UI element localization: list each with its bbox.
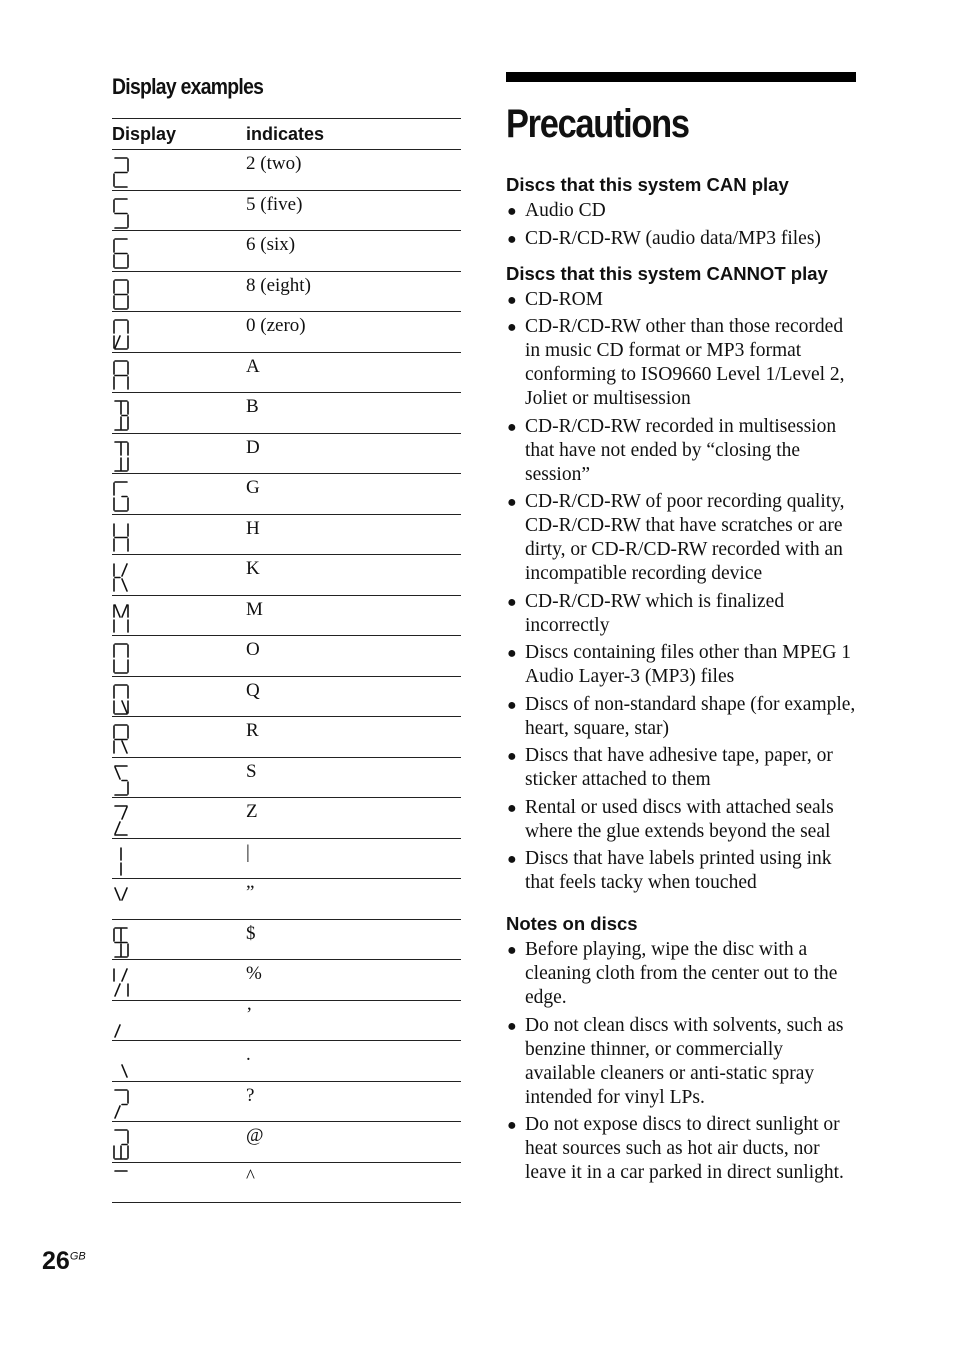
bullet-icon: ● xyxy=(507,494,517,511)
seg-caret-icon xyxy=(112,1163,246,1203)
seg-R-icon xyxy=(112,717,246,757)
seg-5-icon xyxy=(112,191,246,231)
list-item-text: CD-ROM xyxy=(525,288,604,310)
list-item xyxy=(506,796,856,844)
bullet-icon: ● xyxy=(507,319,517,336)
indicates-value: 2 (two) xyxy=(246,153,302,174)
display-examples-section xyxy=(112,68,461,1203)
list-item-text: Audio CD xyxy=(525,200,606,221)
table-row xyxy=(112,717,461,758)
can-play-list xyxy=(506,199,856,251)
bullet-icon: ● xyxy=(507,230,517,248)
list-item xyxy=(506,199,856,223)
cannot-play-heading: Discs that this system CANNOT play xyxy=(506,262,828,284)
table-row xyxy=(112,920,461,961)
seg-comma-icon xyxy=(112,1007,130,1040)
list-item xyxy=(506,288,856,312)
seg-8-icon xyxy=(112,278,130,311)
table-row xyxy=(112,879,461,920)
list-item-text: Discs containing files other than MPEG 1 Audio Layer-3 (MP3) files xyxy=(525,642,852,687)
seg-bar-icon xyxy=(112,845,130,878)
list-item-text: Discs that have labels printed using ink that feels tacky when touched xyxy=(525,848,832,893)
indicates-value: $ xyxy=(246,922,256,944)
table-row xyxy=(112,636,461,677)
table-row xyxy=(112,839,461,880)
segment xyxy=(115,822,120,834)
list-item xyxy=(506,1113,856,1185)
table-row xyxy=(112,231,461,272)
seg-caret-icon xyxy=(112,1169,130,1202)
indicates-value: Z xyxy=(246,801,258,822)
list-item xyxy=(506,847,856,895)
bullet-icon: ● xyxy=(507,696,517,714)
table-header xyxy=(112,119,461,150)
indicates-value: | xyxy=(246,841,250,863)
can-play-heading: Discs that this system CAN play xyxy=(506,174,789,195)
indicates-value: H xyxy=(246,517,260,539)
seg-S-icon xyxy=(112,764,130,797)
seg-0-icon xyxy=(112,312,246,352)
segment xyxy=(122,741,127,753)
seg-quote-icon xyxy=(112,879,246,919)
bullet-icon: ● xyxy=(507,418,517,436)
seg-H-icon xyxy=(112,515,246,555)
seg-2-icon xyxy=(112,156,130,189)
indicates-value: S xyxy=(246,760,257,782)
table-row xyxy=(112,677,461,718)
bullet-icon: ● xyxy=(507,291,517,309)
indicates-value: ^ xyxy=(246,1165,255,1187)
list-item-text: CD-R/CD-RW other than those recorded in music CD format or MP3 format conforming to ISO9660 Level 1/Level 2, Joliet or multisession xyxy=(525,316,845,409)
page-number-suffix: GB xyxy=(69,1250,86,1263)
list-item-text: Do not clean discs with solvents, such as benzine thinner, or commercially available cleaners or anti-static spray intended for vinyl LPs. xyxy=(525,1014,844,1108)
segment xyxy=(115,1106,120,1118)
indicates-value: % xyxy=(246,963,262,984)
indicates-value: ’ xyxy=(246,1003,253,1025)
bullet-icon: ● xyxy=(507,1017,517,1035)
indicates-value: A xyxy=(246,355,260,377)
seg-O-icon xyxy=(112,642,130,675)
seg-bar-icon xyxy=(112,839,246,879)
page-title: Precautions xyxy=(506,102,689,146)
seg-question-icon xyxy=(112,1082,246,1122)
table-row xyxy=(112,1163,461,1204)
indicates-value: 5 (five) xyxy=(246,193,303,215)
list-item xyxy=(506,315,856,411)
seg-G-icon xyxy=(112,480,130,513)
list-item xyxy=(506,693,856,741)
list-item-text: Discs of non-standard shape (for example, heart, square, star) xyxy=(525,693,856,739)
list-item-text: Do not expose discs to direct sunlight or heat sources such as hot air ducts, nor leave it in a car parked in direct sunlight. xyxy=(525,1114,844,1183)
table-row xyxy=(112,150,461,191)
seg-question-icon xyxy=(112,1088,130,1121)
table-row xyxy=(112,272,461,313)
segment xyxy=(122,888,127,900)
bullet-icon: ● xyxy=(507,799,517,817)
segment xyxy=(122,701,127,713)
seg-period-icon xyxy=(112,1047,130,1080)
bullet-icon: ● xyxy=(507,645,517,662)
indicates-value: B xyxy=(246,396,259,417)
display-examples-table xyxy=(112,118,461,1203)
seg-at-icon xyxy=(112,1122,246,1162)
seg-Q-icon xyxy=(112,683,130,716)
table-row xyxy=(112,960,461,1001)
seg-D-icon xyxy=(112,440,130,473)
segment xyxy=(115,888,120,900)
list-item-text: Rental or used discs with attached seals where the glue extends beyond the seal xyxy=(525,796,834,842)
indicates-value: O xyxy=(246,639,260,660)
bullet-icon: ● xyxy=(507,942,517,959)
indicates-value: ? xyxy=(246,1084,255,1106)
seg-Q-icon xyxy=(112,677,246,717)
segment xyxy=(122,564,127,576)
indicates-value: 8 (eight) xyxy=(246,274,311,296)
seg-2-icon xyxy=(112,150,246,190)
table-row xyxy=(112,191,461,232)
seg-at-icon xyxy=(112,1128,130,1161)
seg-dollar-icon xyxy=(112,926,130,959)
section-title: Display examples xyxy=(112,74,264,99)
list-item-text: CD-R/CD-RW of poor recording quality, CD-R/CD-RW that have scratches or are dirty, or CD-R/CD-RW recorded with an incompatible recording device xyxy=(525,491,845,584)
table-row xyxy=(112,1082,461,1123)
table-row xyxy=(112,596,461,637)
table-row xyxy=(112,474,461,515)
table-row xyxy=(112,798,461,839)
seg-B-icon xyxy=(112,399,130,432)
indicates-value: 6 (six) xyxy=(246,234,296,255)
list-item xyxy=(506,641,856,689)
seg-M-icon xyxy=(112,602,130,635)
indicates-value: Q xyxy=(246,679,260,701)
segment xyxy=(115,984,120,996)
table-row xyxy=(112,312,461,353)
seg-S-icon xyxy=(112,758,246,798)
list-item-text: CD-R/CD-RW which is finalized incorrectly xyxy=(525,590,785,636)
list-item-text: CD-R/CD-RW (audio data/MP3 files) xyxy=(525,227,821,249)
indicates-value: D xyxy=(246,436,260,458)
bullet-icon: ● xyxy=(507,593,517,611)
seg-K-icon xyxy=(112,555,246,595)
indicates-value: R xyxy=(246,720,259,741)
table-row xyxy=(112,1001,461,1042)
indicates-value: 0 (zero) xyxy=(246,315,306,336)
seg-G-icon xyxy=(112,474,246,514)
bullet-icon: ● xyxy=(507,748,517,765)
segment xyxy=(122,1065,127,1077)
notes-list xyxy=(506,938,856,1185)
column-header-indicates: indicates xyxy=(246,123,325,144)
seg-6-icon xyxy=(112,237,130,270)
cannot-play-list xyxy=(506,288,856,896)
seg-H-icon xyxy=(112,521,130,554)
seg-O-icon xyxy=(112,636,246,676)
table-row xyxy=(112,1122,461,1163)
list-item xyxy=(506,415,856,487)
table-row xyxy=(112,434,461,475)
segment xyxy=(122,579,127,591)
indicates-value: G xyxy=(246,477,260,498)
seg-5-icon xyxy=(112,197,130,230)
table-row xyxy=(112,393,461,434)
indicates-value: ” xyxy=(246,882,255,903)
seg-M-icon xyxy=(112,596,246,636)
segment xyxy=(115,767,120,779)
table-row xyxy=(112,758,461,799)
list-item-text: Discs that have adhesive tape, paper, or sticker attached to them xyxy=(525,745,833,790)
segment xyxy=(122,605,127,617)
page-number-value: 26 xyxy=(42,1247,70,1275)
table-row xyxy=(112,353,461,394)
list-item-text: Before playing, wipe the disc with a cleaning cloth from the center out to the edge. xyxy=(525,939,838,1008)
table-row xyxy=(112,555,461,596)
notes-heading: Notes on discs xyxy=(506,913,638,934)
seg-percent-icon xyxy=(112,966,130,999)
table-body xyxy=(112,150,461,1203)
table-row xyxy=(112,515,461,556)
seg-Z-icon xyxy=(112,798,246,838)
list-item xyxy=(506,938,856,1010)
list-item xyxy=(506,490,856,586)
bullet-icon: ● xyxy=(507,203,517,220)
indicates-value: @ xyxy=(246,1125,264,1146)
seg-D-icon xyxy=(112,434,246,474)
seg-period-icon xyxy=(112,1041,246,1081)
list-item-text: CD-R/CD-RW recorded in multisession that have not ended by “closing the session” xyxy=(525,415,837,485)
list-item xyxy=(506,590,856,638)
seg-dollar-icon xyxy=(112,920,246,960)
list-item xyxy=(506,227,856,251)
bullet-icon: ● xyxy=(507,851,517,868)
page-number xyxy=(42,1247,86,1276)
seg-K-icon xyxy=(112,561,130,594)
seg-0-icon xyxy=(112,318,130,351)
precautions-section xyxy=(506,72,856,1189)
seg-comma-icon xyxy=(112,1001,246,1041)
seg-A-icon xyxy=(112,353,246,393)
seg-B-icon xyxy=(112,393,246,433)
indicates-value: . xyxy=(246,1044,251,1065)
indicates-value: M xyxy=(246,598,263,620)
column-header-display: Display xyxy=(112,123,177,144)
seg-percent-icon xyxy=(112,960,246,1000)
segment xyxy=(115,605,120,617)
seg-A-icon xyxy=(112,359,130,392)
table-row xyxy=(112,1041,461,1082)
title-rule xyxy=(506,72,856,82)
segment xyxy=(122,969,127,981)
seg-6-icon xyxy=(112,231,246,271)
seg-8-icon xyxy=(112,272,246,312)
seg-quote-icon xyxy=(112,885,130,918)
segment xyxy=(115,336,120,348)
segment xyxy=(115,1025,120,1037)
list-item xyxy=(506,744,856,792)
list-item xyxy=(506,1014,856,1110)
bullet-icon: ● xyxy=(507,1117,517,1134)
segment xyxy=(122,807,127,819)
seg-R-icon xyxy=(112,723,130,756)
indicates-value: K xyxy=(246,558,260,579)
seg-Z-icon xyxy=(112,804,130,837)
